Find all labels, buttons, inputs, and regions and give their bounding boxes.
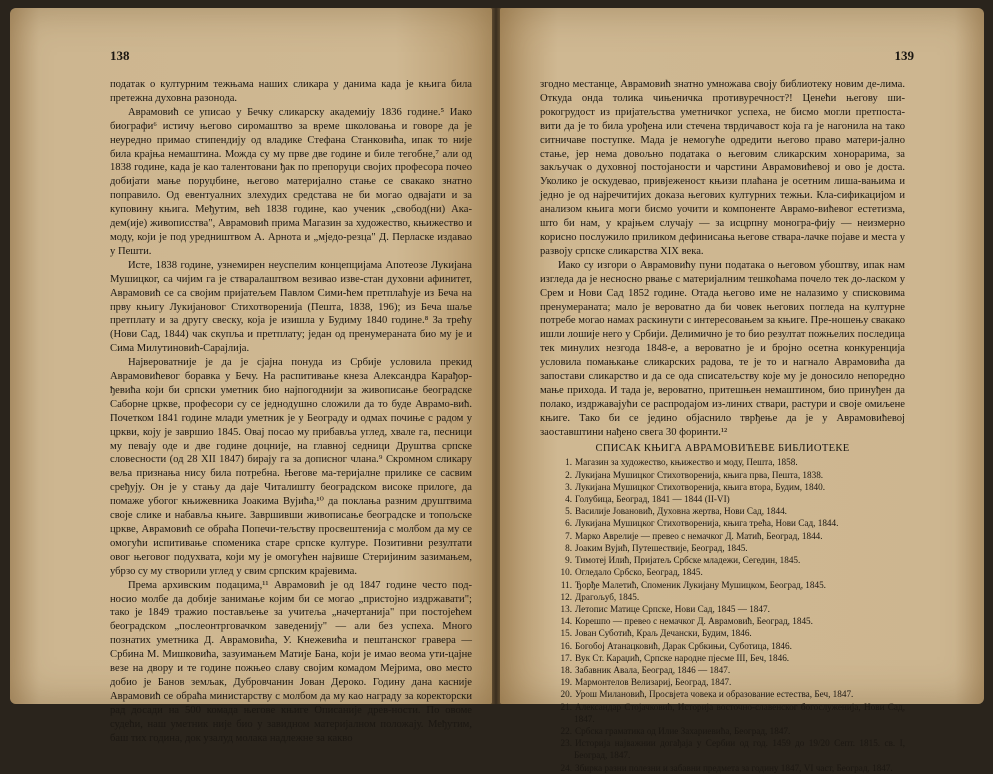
list-item (540, 456, 905, 468)
list-item (540, 603, 905, 615)
list-item-text: Летопис Матице Српске, Нови Сад, 1845 — 1847. (575, 603, 770, 614)
list-item-number: 17. (560, 652, 572, 663)
paragraph: Највероватније је да је сјајна понуда из Србије условила прекид Аврамовићевог боравка у Бечу. На распитивање кнеза Александра Карађор-ђевића који би српски уметник био најпогоднији за живописање београдске Саборне цркве, професори су се једнодушно сложили да то буде Аврамо-вић. Почетком 1841 године млади уметник је у Београду и одмах почиње с радом у цркви, коју је завршио 1845. Овај посао му прибавља углед, хвале га, песници му певају оде и две године доцније, на главној седници Друштва српске словесности (од 28 XII 1847) бирају га за дописног члана.⁹ Скромном сликару веља признања нису била потребна. Његове ма-теријалне прилике се сасвим сређују. Он је у стању да даје Читалишту београдском високе прилоге, да помаже убогог књижевника Јоакима Вујића,¹⁰ да поклања разним друштвима своје слике и набавља књиге. Завршивши живописање београдске и топољске цркве, Аврамовић се обраћа Попечи-тељству просвештенија с молбом да му се омогући испитивање споменика старе српске културе. Позитивни резултати овог његовог подухвата, који му је омогућен највише Стеријиним зазимањем, убрзо су му створили углед у свим српским крајевима. (110, 357, 472, 577)
list-item (540, 725, 905, 737)
list-item-text: Корешпо — превео с немачког Д. Аврамовић, Београд, 1845. (575, 616, 813, 627)
list-item-text: Богобој Атанацковић, Дарак Србкињи, Суботица, 1846. (575, 640, 792, 651)
list-item (540, 481, 905, 493)
list-item-number: 23. (560, 738, 572, 749)
list-item-number: 4. (565, 494, 572, 505)
list-item-number: 7. (565, 530, 572, 541)
list-item-text: Ђорђе Малетић, Споменик Лукијану Мушицком, Београд, 1845. (575, 579, 826, 590)
list-item-text: Марко Аврелије — превео с немачког Д. Матић, Београд, 1844. (575, 530, 823, 541)
list-item (540, 676, 905, 688)
page-number-left: 138 (110, 48, 130, 63)
list-item (540, 737, 905, 761)
list-item-number: 9. (565, 555, 572, 566)
list-item (540, 664, 905, 676)
list-item-number: 2. (565, 469, 572, 480)
list-item (540, 517, 905, 529)
list-item-text: Србска граматика од Илие Захариевића, Београд, 1847. (575, 725, 791, 736)
list-item-text: Мармонтелов Велизариј, Београд, 1847. (575, 677, 732, 688)
list-item-text: Голубица, Београд, 1841 — 1844 (II-VI) (575, 494, 730, 505)
list-item-number: 12. (560, 591, 572, 602)
library-list (540, 456, 905, 773)
paragraph: Исте, 1838 године, узнемирен неуспелим концепцијама Апотеозе Лукијана Мушицког, са чијим га је стваралаштвом везивао изве-стан духовни афинитет, Аврамовић се са својим пријатељем Павлом Сими-ћем претплаћује из Беча на прву књигу Лукијановог Стихотворенија (Пешта, 1838, 196); из Беча шаље претплату и за другу свеску, која је изишла у Будиму 1840 године.⁸ За трећу (Нови Сад, 1844) чак скупља и претплату; један од пренумераната био му је и Сима Милутиновић-Сарајлија. (110, 259, 472, 355)
paragraph: Аврамовић се уписао у Бечку сликарску академију 1836 године.⁵ Иако биографи⁶ истичу његово сиромаштво за време школовања и говоре да је неуредно примао стипендију од владике Стефана Станковића, ипак то није била крајња немаштина. Можда су му прве две године и биле тегобне,⁷ али од 1838 године, када је као талентовани ђак по препоруци својих професора почео добијати мање поруџбине, његово материјално стање се свакако знатно поправило. Од евентуалних злехудих средстава не би могао одвајати и за куповину књига. Међутим, већ 1838 године, као ученик „свобод(ни) Ака-дем(ије) живописства", Аврамовић прима Магазин за художество, књижество и моду, који је под уредништвом А. Арнота и „мједо-резца" Д. Перласке издавао у Пешти. (110, 106, 472, 257)
list-item-text: Историја најважнии догађаја у Сербии од год. 1459 до 19/20 Септ. 1815. св. I, Београд, 1847. (574, 738, 905, 761)
list-item-number: 5. (565, 506, 572, 517)
list-item (540, 688, 905, 700)
list-item (540, 542, 905, 554)
list-item (540, 469, 905, 481)
list-item (540, 701, 905, 725)
list-item-number: 8. (565, 542, 572, 553)
list-item (540, 579, 905, 591)
list-item-text: Јоаким Вујић, Путешествије, Београд, 1845. (575, 542, 748, 553)
left-page (10, 8, 492, 744)
list-item (540, 591, 905, 603)
list-item-text: Тимотеј Илић, Пријатељ Србске младежи, Сегедин, 1845. (575, 555, 801, 566)
list-item-number: 11. (560, 579, 572, 590)
left-page-body (110, 78, 472, 746)
paragraph: податак о културним тежњама наших сликара у данима када је књига била претежна духовна разонода. (110, 79, 472, 104)
list-item (540, 566, 905, 578)
list-item-number: 19. (560, 677, 572, 688)
list-item-number: 10. (560, 567, 572, 578)
list-item-number: 20. (560, 689, 572, 700)
list-item (540, 530, 905, 542)
list-item-number: 6. (565, 518, 572, 529)
list-item-text: Василије Јовановић, Духовна жертва, Нови Сад, 1844. (575, 506, 787, 517)
list-item (540, 640, 905, 652)
paragraph: Иако су изгори о Аврамовићу пуни података о његовом убоштву, ипак нам изгледа да је несносно рвање с материјалним тешкоћама почело тек до-ласком у Срем и Нови Сад 1852 године. Отада његово име не налазимо у списковима пренумераната; мало је вероватно да би човек његових погледа на културне потребе могао намах раскинути с интересовањем за књиге. Пре-ношењу свакако ишли лошије него у Србији. Делимично је то био резултат пожњелих последица тек минулих незгода 1848-е, а вероватно је и бројно осетна конкуренција условила помањкање сликарских радова, те је то и нагнало Аврамовића да запостави сликарство и да се ода списатељству које му је доносило непоредно мање прихода. И тада је, вероватно, притешњен немаштином, био принуђен да полако, издржавајући се распродајом из-линих ствари, растури и своје омиљене књиге. Тако би се једино објаснило тврђење да је у Аврамовићевој заоставштини нађено свега 30 форинти.¹² (540, 259, 905, 438)
list-item-text: Јован Суботић, Краљ Дечански, Будим, 1846. (575, 628, 752, 639)
list-item (540, 652, 905, 664)
library-list-title: СПИСАК КЊИГА АВРАМОВИЋЕВЕ БИБЛИОТЕКЕ (595, 442, 850, 454)
list-item-text: Александар Стојачковић, Историја восточно-славенског богослуженија, Нови Сад, 1847. (574, 701, 905, 724)
list-item-text: Магазин за художество, књижество и моду, Пешта, 1858. (575, 457, 798, 468)
list-item (540, 627, 905, 639)
list-item (540, 505, 905, 517)
list-item-number: 18. (560, 664, 572, 675)
list-item-number: 21. (560, 701, 572, 712)
paragraph: Према архивским подацима,¹¹ Аврамовић је од 1847 године често под-носио молбе да добије занимање којим би се могао „пристојно издржавати"; тако је 1849 тражио постављење за учитеља „начертанија" при постојећем београдском „послеонтрговачком заведенију" — али без успеха. Много познатих уметника Д. Аврамовића, У. Кнежевића и пештанског гравера — Србина М. Мишковића, зазуимањем Матије Бана, који је имао веома ути-цајне везе на двору и те године пожњео славу својим комадом Мејрима, ово место добио је Банов земљак, Дубровчанин Јован Дероко. Годину дана касније Аврамовић се обраћа министарству с молбом да му као награду за коректорски рад досади на 500 комада његове књиге Описаније древ-ности. По овоме судећи, наш уметник није био у завидном материјалном положају. Међутим, баш тих година, док узалуд молака надлежне за какво (110, 579, 472, 744)
list-item-number: 1. (565, 457, 572, 468)
list-item-text: Огледало Србско, Београд, 1845. (575, 567, 703, 578)
list-item-number: 22. (560, 725, 572, 736)
list-item (540, 762, 905, 774)
paragraph: згодно местанце, Аврамовић знатно умножава своју библиотеку новим де-лима. Откуда онда толика чињеничка противуречност?! Ценећи његову ши-рокогрудост из пријатељства уметничког успеха, не бисмо могли претпоста-вити да је то била урођена или стечена тврдичавост која га је нагонила на тако ситничаве поступке. Мада је немогуће одредити његово право матери-јално стање, јер нема довољно података о његовим сликарским хонорарима, за закључак о духовној постојаности и чарстини Аврамовићевој и ово је доста. Уколико је оскудевао, привјеженост књизи плаћана је осетним лиша-вањима и једно је од најречитијих доказа његових културних тежњи. Кла-сификацијом и анализом књига моги бисмо уочити и компоненте Аврамо-вићевог естетизма, што би нам, у крајњем случају — за исцрпну моногра-фију — неизмерно корисно послужило приликом дефинисања његове ствара-лачке појаве и места у развоју српске сликарства XIX века. (540, 79, 905, 257)
list-item-number: 15. (560, 628, 572, 639)
list-item-text: Лукијана Мушицког Стихотворенија, књига трећа, Нови Сад, 1844. (575, 518, 839, 529)
list-item-text: Забавник Авала, Београд, 1846 — 1847. (575, 664, 731, 675)
list-item-number: 14. (560, 616, 572, 627)
list-item-number: 16. (560, 640, 572, 651)
list-item-text: Драгољуб, 1845. (575, 591, 640, 602)
list-item-number: 24. (560, 762, 572, 773)
right-page (500, 8, 984, 773)
list-item (540, 554, 905, 566)
list-item-text: Лукијана Мушицког Стихотворенија, књига втора, Будим, 1840. (575, 481, 826, 492)
list-item (540, 493, 905, 505)
list-item-text: Урош Милановић, Просвјета човека и образование естества, Беч, 1847. (575, 689, 854, 700)
list-item-text: Лукијана Мушицког Стихотворенија, књига прва, Пешта, 1838. (575, 469, 824, 480)
right-page-body (540, 78, 905, 774)
list-item (540, 615, 905, 627)
list-item-number: 13. (560, 603, 572, 614)
list-item-number: 3. (565, 481, 572, 492)
list-item-text: Вук Ст. Караџић, Српске народне пјесме III, Беч, 1846. (575, 652, 790, 663)
page-number-right: 139 (894, 48, 914, 63)
list-item-text: Збирка разни полезни и забавни предмета за годину 1847, VI част, Београд, 1847. (575, 762, 893, 773)
